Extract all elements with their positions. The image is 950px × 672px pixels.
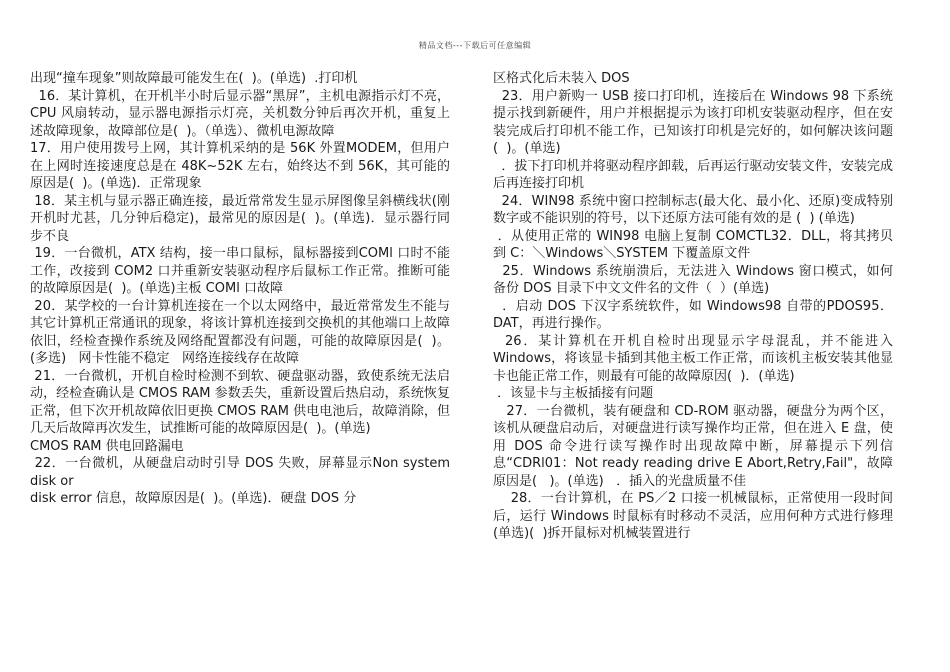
paragraph: 27．一台微机，装有硬盘和 CD-ROM 驱动器，硬盘分为两个区，该机从硬盘启动后，对硬盘进行读写操作均正常，但在进入 E 盘，使用 DOS 命令进行读写操作时出现故障中断，屏幕提示下列信息“CDRl01：Not ready reading drive E Abort,Retry,Fail"，故障原因是( )。(单选) ．插入的光盘质量不佳 <box>493 403 893 489</box>
paragraph: 24．WIN98 系统中窗口控制标志(最大化、最小化、还原)变成特别数字或不能识别的符号，以下还原方法可能有效的是 ( ) (单选) <box>493 193 893 226</box>
paragraph: CMOS RAM 供电回路漏电 <box>30 438 184 454</box>
paragraph: 区格式化后未装入 DOS <box>493 71 630 86</box>
paragraph: 17．用户使用拨号上网，其计算机采纳的是 56K 外置MODEM，但用户在上网时连接速度总是在 48K~52K 左右，始终达不到 56K，其可能的原因是( )。(单选)．正常现象 <box>30 141 450 191</box>
paragraph: ．从使用正常的 WIN98 电脑上复制 COMCTL32．DLL，将其拷贝到 C：＼Windows＼SYSTEM 下覆盖原文件 <box>493 228 893 261</box>
paragraph: 16．某计算机，在开机半小时后显示器“黑屏”，主机电源指示灯不亮，CPU 风扇转动，显示器电源指示灯亮，关机数分钟后再次开机，重复上述故障现象，故障部位是( )。（单选）、微机电源故障 <box>30 88 450 139</box>
paragraph: 25．Windows 系统崩溃后，无法进入 Windows 窗口模式，如何备份 DOS 目录下中文文件名的文件（ ）(单选) <box>493 263 893 296</box>
paragraph: 20．某学校的一台计算机连接在一个以太网络中，最近常常发生不能与其它计算机正常通讯的现象，将该计算机连接到交换机的其他端口上故障依旧，经检查操作系统及网络配置都没有问题，可能的故障原因是( )。(多选) 网卡性能不稳定 网络连接线存在故障 <box>30 298 450 366</box>
paragraph: ．该显卡与主板插接有问题 <box>493 386 654 401</box>
page-header: 精品文档---下载后可任意编辑 <box>418 41 532 50</box>
paragraph: 21．一台微机，开机自检时检测不到软、硬盘驱动器，致使系统无法启动，经检查确认是 CMOS RAM 参数丢失，重新设置后热启动，系统恢复正常，但下次开机故障依旧更换 CMOS RAM 供电电池后，故障消除，但几天后故障再次发生，试推断可能的故障原因是( )。(单选) <box>30 368 450 436</box>
paragraph: 26．某计算机在开机自检时出现显示字母混乱，并不能进入 Windows，将该显卡插到其他主板工作正常，而该机主板安装其他显卡也能正常工作，则最有可能的故障原因( )．(单选) <box>493 333 893 384</box>
paragraph: 19．一台微机，ATX 结构，接一串口鼠标，鼠标器接到COMl 口时不能工作，改接到 COM2 口并重新安装驱动程序后鼠标工作正常。推断可能的故障原因是( )。(单选)主板 COMl 口故障 <box>30 246 450 296</box>
paragraph: 18．某主机与显示器正确连接，最近常常发生显示屏图像呈斜横线状(刚开机时尤甚，几分钟后稳定)，最常见的原因是( )。(单选)．显示器行同步不良 <box>30 193 450 244</box>
paragraph: ．拔下打印机并将驱动程序卸载，后再运行驱动安装文件，安装完成后再连接打印机 <box>493 158 893 191</box>
right-column <box>493 70 893 543</box>
paragraph: 23．用户新购一 USB 接口打印机，连接后在 Windows 98 下系统提示找到新硬件，用户并根据提示为该打印机安装驱动程序，但在安装完成后打印机不能工作，已知该打印机是完好的，如何解决该问题( )。(单选) <box>493 88 893 156</box>
paragraph: disk error 信息，故障原因是( )。(单选)．硬盘 DOS 分 <box>30 491 357 506</box>
paragraph: 出现“撞车现象”则故障最可能发生在( )。(单选) .打印机 <box>30 71 358 86</box>
paragraph: ．启动 DOS 下汉字系统软件，如 Windows98 自带的PDOS95．DAT，再进行操作。 <box>493 298 893 331</box>
paragraph: 28．一台计算机，在 PS／2 口接一机械鼠标，正常使用一段时间后，运行 Windows 时鼠标有时移动不灵活，应用何种方式进行修理(单选)( )拆开鼠标对机械装置进行 <box>493 491 893 541</box>
paragraph: 22．一台微机，从硬盘启动时引导 DOS 失败，屏幕显示Non system disk or <box>30 456 450 489</box>
left-column <box>30 70 450 508</box>
